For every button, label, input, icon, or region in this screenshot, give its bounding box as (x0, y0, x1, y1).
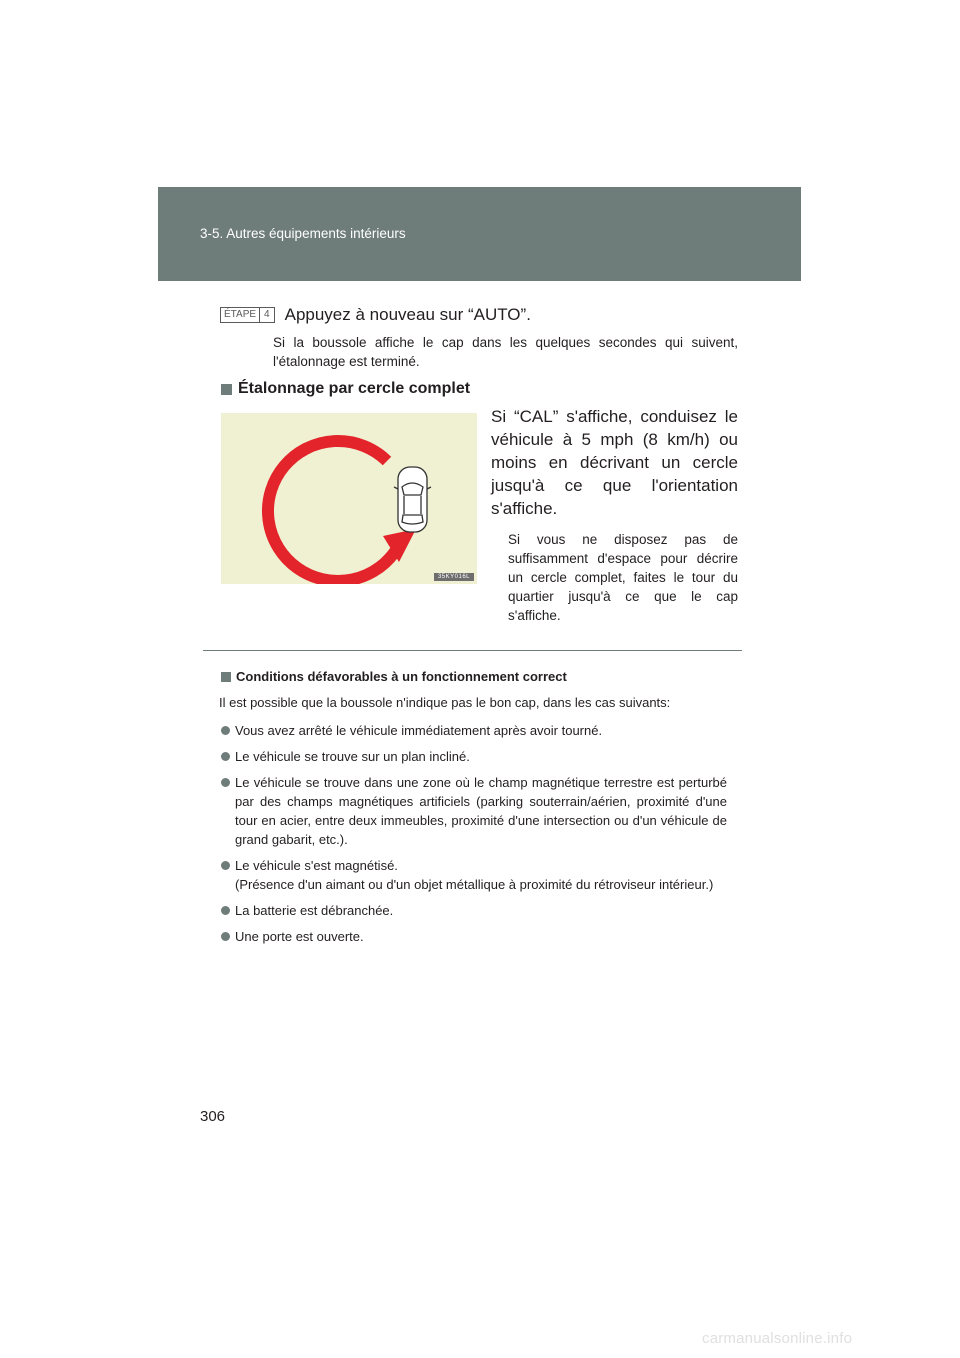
figure-code: 35KY016L (434, 573, 474, 581)
watermark[interactable]: carmanualsonline.info (702, 1330, 853, 1347)
bullet-icon (221, 778, 230, 787)
list-item-text: Le véhicule se trouve dans une zone où le champ magnétique terrestre est perturbé par des champs magnétiques artificiels (parking souterrain/aérien, proximité d'une tour en acier, entre deux immeubles, proximité d'une intersection ou d'un véhicule de grand gabarit, etc.). (235, 775, 727, 847)
list-item (221, 773, 727, 849)
step-number: 4 (259, 308, 274, 322)
page-number: 306 (200, 1108, 226, 1125)
section-title: 3-5. Autres équipements intérieurs (200, 226, 406, 241)
car-icon (394, 467, 431, 532)
notes-heading (221, 669, 727, 684)
section-heading (221, 380, 470, 398)
list-item-text: Une porte est ouverte. (235, 929, 364, 944)
bullet-icon (221, 726, 230, 735)
list-item-text: Vous avez arrêté le véhicule immédiatement après avoir tourné. (235, 723, 603, 738)
section-heading-text: Étalonnage par cercle complet (238, 380, 471, 397)
list-item (221, 927, 727, 946)
notes-square-icon (221, 672, 231, 682)
figure-drawing (221, 413, 477, 584)
divider (203, 650, 742, 651)
bullet-icon (221, 861, 230, 870)
notes-intro: Il est possible que la boussole n'indique pas le bon cap, dans les cas suivants: (219, 695, 671, 710)
circular-arrow-icon (268, 441, 398, 581)
list-item-text: Le véhicule s'est magnétisé. (235, 858, 398, 873)
circle-calibration-figure (221, 413, 477, 584)
list-item-text: Le véhicule se trouve sur un plan incliné. (235, 749, 470, 764)
list-item (221, 747, 727, 766)
step-text: Appuyez à nouveau sur “AUTO”. (284, 305, 531, 324)
step-word: ÉTAPE (224, 309, 257, 320)
step-note: Si la boussole affiche le cap dans les quelques secondes qui suivent, l'étalonnage est terminé. (273, 335, 738, 369)
list-item (221, 856, 727, 894)
notes-section (221, 669, 727, 953)
sub-instruction: Si vous ne disposez pas de suffisamment d'espace pour décrire un cercle complet, faites le tour du quartier jusqu'à ce que le cap s'affiche. (508, 532, 738, 623)
list-item-subtext: (Présence d'un aimant ou d'un objet métallique à proximité du rétroviseur intérieur.) (235, 877, 714, 892)
bullet-icon (221, 932, 230, 941)
bullet-icon (221, 906, 230, 915)
list-item (221, 901, 727, 920)
bullet-icon (221, 752, 230, 761)
notes-list (221, 721, 727, 946)
list-item (221, 721, 727, 740)
list-item-text: La batterie est débranchée. (235, 903, 394, 918)
step-badge (220, 307, 275, 323)
heading-square-icon (221, 384, 232, 395)
notes-heading-text: Conditions défavorables à un fonctionnement correct (236, 669, 567, 684)
main-instruction: Si “CAL” s'affiche, conduisez le véhicule à 5 mph (8 km/h) ou moins en décrivant un cercle jusqu'à ce que l'orientation s'affiche. (491, 407, 738, 518)
step-row (220, 305, 531, 325)
